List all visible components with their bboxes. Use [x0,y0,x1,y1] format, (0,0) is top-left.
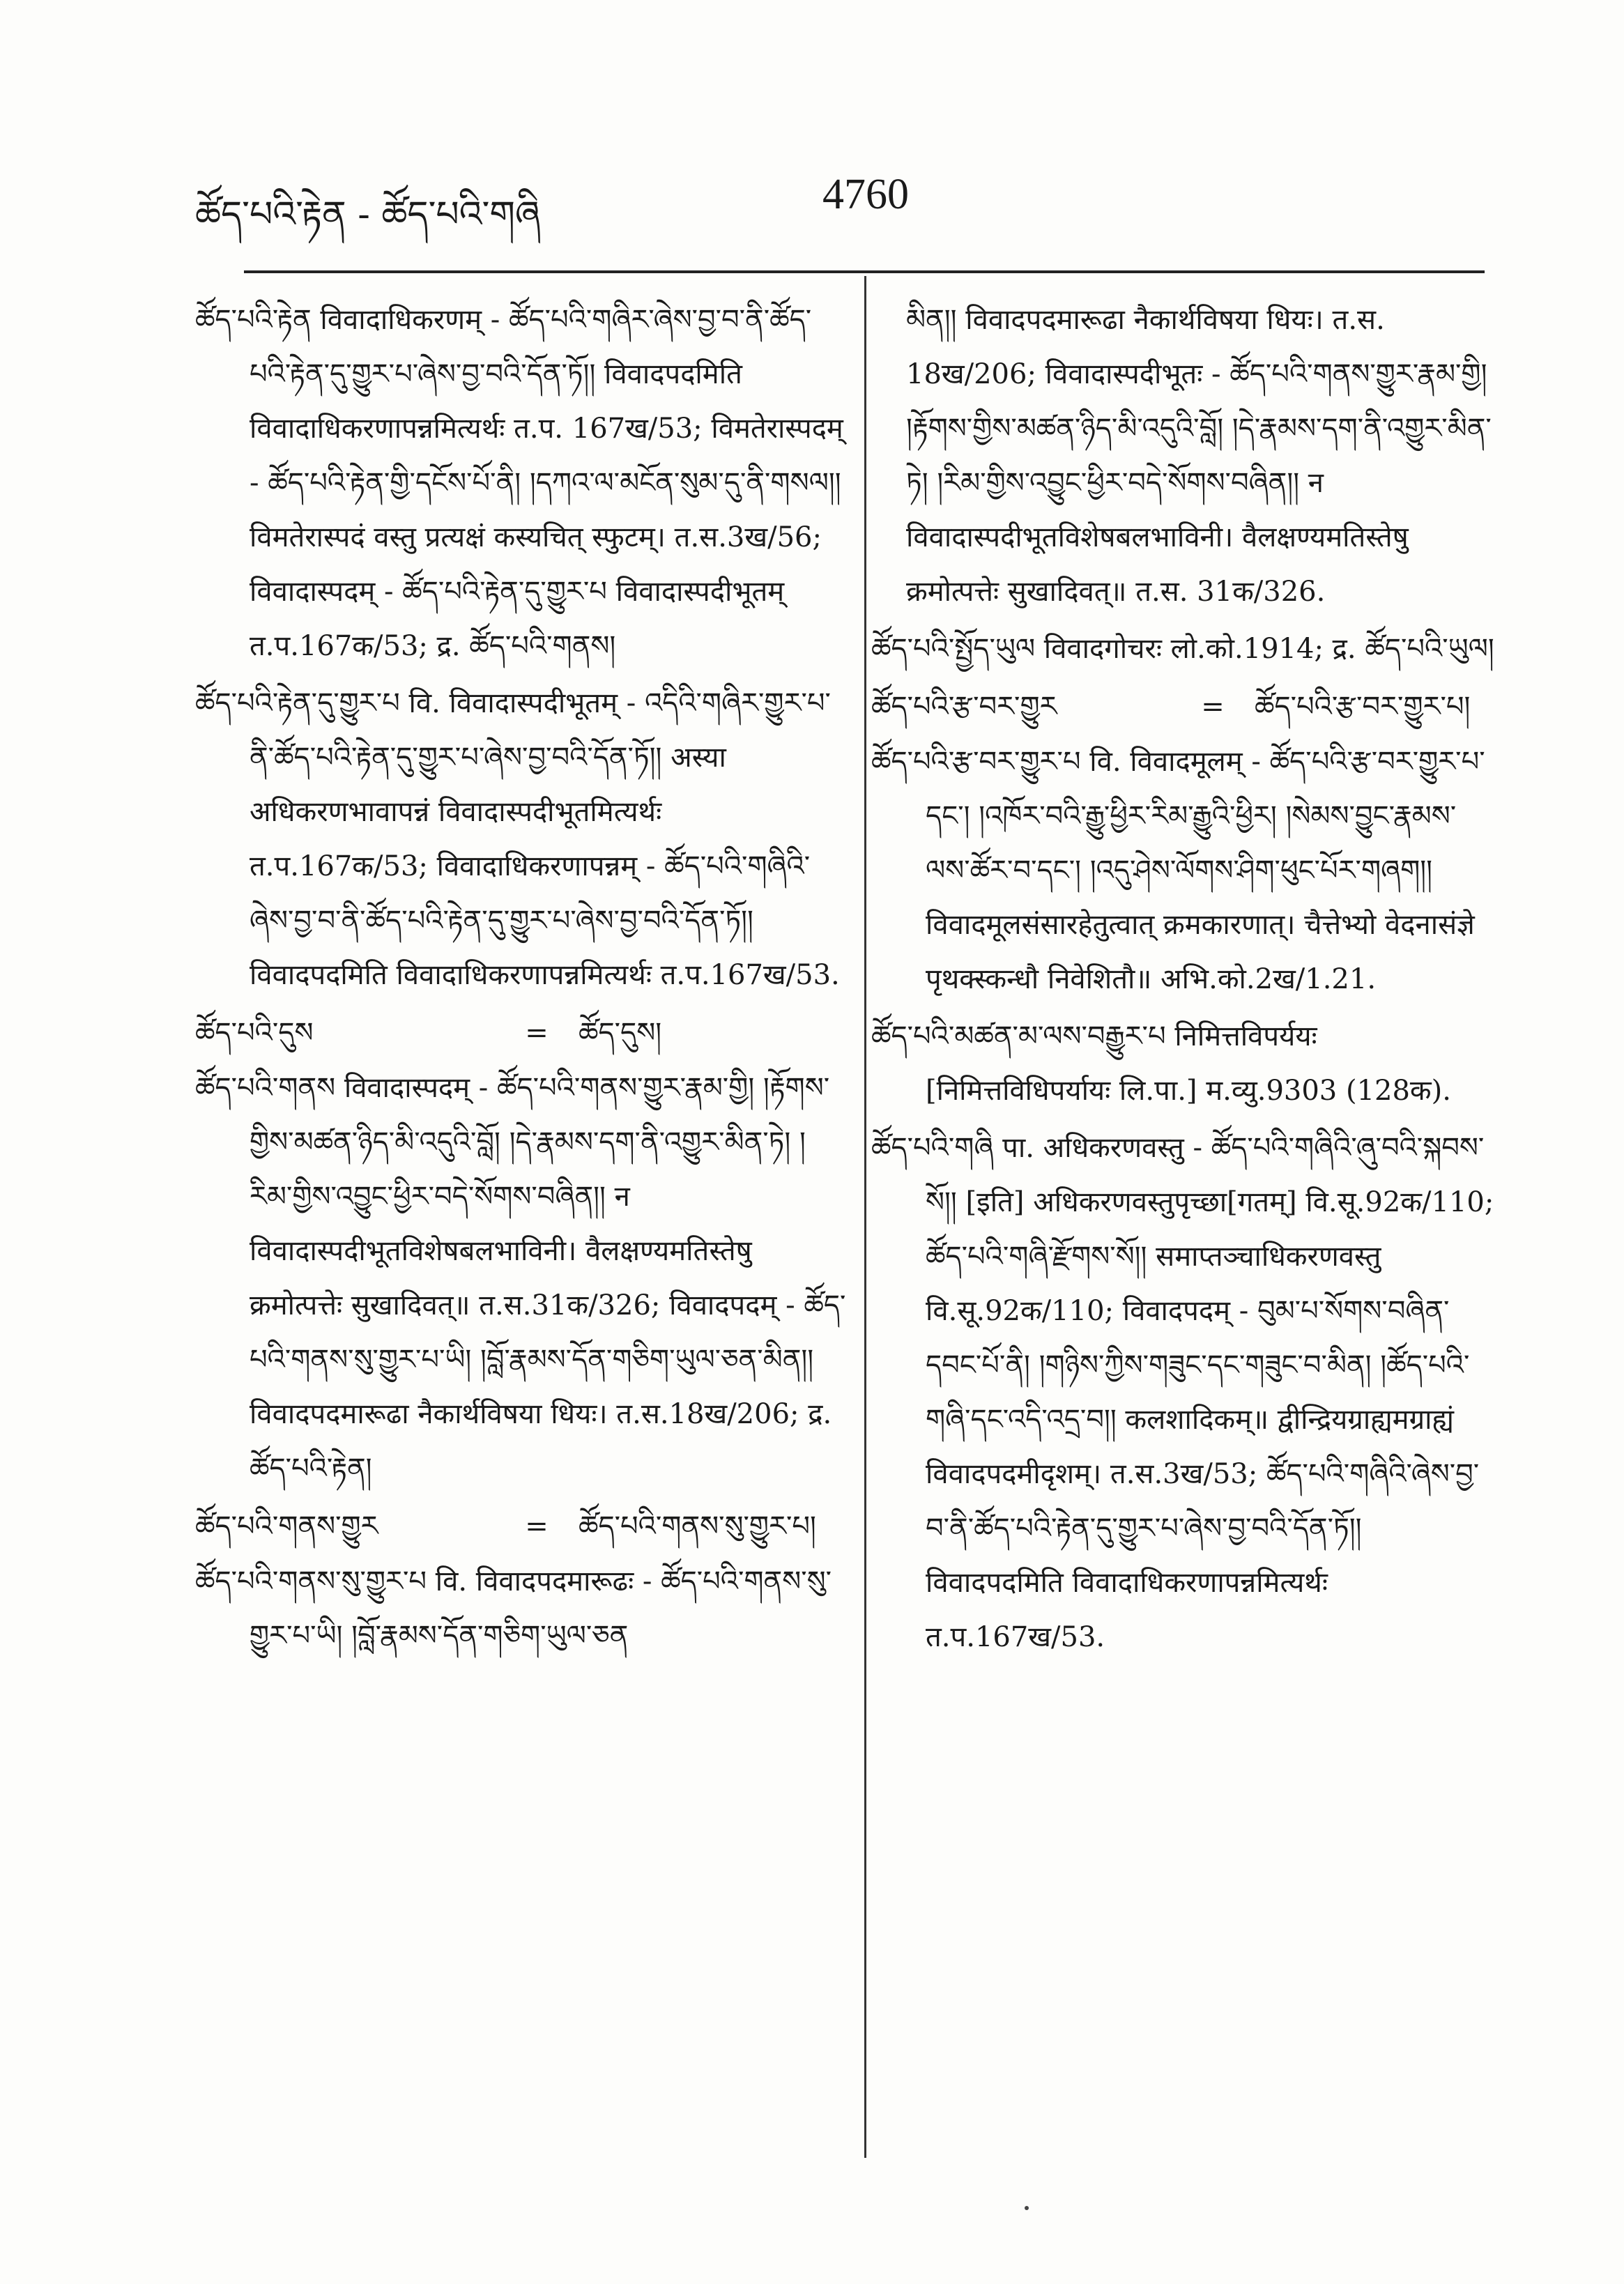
entry-continuation: མིན།། विवादपदमारूढा नैकार्थविषया धियः। त.स. 18ख/206; विवादास्पदीभूतः - ཚོད་པའི་གནས་གྱུར་རྣམ་གྱི། །རྟོགས་གྱིས་མཚན་ཉིད་མི་འདུའི་བློ། །དེ་རྣམས་དག་ནི་འགྱུར་མིན་ཏེ། །རིམ་གྱིས་འབྱུང་ཕྱིར་བདེ་སོགས་བཞིན།། न विवादास्पदीभूतविशेषबलभाविनी। वैलक्षण्यमतिस्तेषु क्रमोत्पत्तेः सुखादिवत्॥ त.स. 31क/326. [906,304,1492,608]
cross-reference-term: ཚོད་པའི་གནས་གྱུར [195,1510,378,1542]
dictionary-entry: ཚོད་པའི་སྤྱོད་ཡུལ विवादगोचरः लो.को.1914; द्र. ཚོད་པའི་ཡུལ། [871,633,1494,665]
cross-reference-target: ཚོད་དུས། [579,1017,662,1049]
equals-sign: = [525,1510,549,1542]
page-number: 4760 [822,171,909,218]
dictionary-entry: ཚོད་པའི་གནས་སུ་གྱུར་པ वि. विवादपदमारूढः - ཚོད་པའི་གནས་སུ་གྱུར་པ་ཡི། །བློ་རྣམས་དོན་གཅིག་ཡུལ་ཅན [195,1565,832,1652]
header-guide-words: ཚོད་པའི་རྟེན - ཚོད་པའི་གཞི [195,194,541,236]
header-rule [244,270,1485,273]
cross-reference-entry [871,679,1495,735]
stray-mark [1025,2206,1029,2210]
equals-sign: = [525,1017,549,1049]
dictionary-entry: ཚོད་པའི་མཚན་མ་ལས་བརྒྱུར་པ निमित्तविपर्ययः [निमित्तविधिपर्यायः लि.पा.] म.व्यु.9303 (128क). [871,1020,1451,1107]
dictionary-entry: ཚོད་པའི་གནས विवादास्पदम् - ཚོད་པའི་གནས་གྱུར་རྣམ་གྱི། །རྟོགས་གྱིས་མཚན་ཉིད་མི་འདུའི་བློ། །དེ་རྣམས་དག་ནི་འགྱུར་མིན་ཏེ། །རིམ་གྱིས་འབྱུང་ཕྱིར་བདེ་སོགས་བཞིན།། न विवादास्पदीभूतविशेषबलभाविनी। वैलक्षण्यमतिस्तेषु क्रमोत्पत्तेः सुखादिवत्॥ त.स.31क/326; विवादपदम् - ཚོད་པའི་གནས་སུ་གྱུར་པ་ཡི། །བློ་རྣམས་དོན་གཅིག་ཡུལ་ཅན་མིན།། विवादपदमारूढा नैकार्थविषया धियः। त.स.18ख/206; द्र. ཚོད་པའི་རྟེན། [195,1072,846,1485]
cross-reference-entry [195,1005,847,1061]
cross-reference-term: ཚོད་པའི་དུས [195,1017,314,1049]
cross-reference-term: ཚོད་པའི་རྩ་བར་གྱུར [871,691,1057,723]
running-header [195,171,1485,236]
cross-reference-target: ཚོད་པའི་གནས་སུ་གྱུར་པ། [579,1510,816,1542]
right-column [871,293,1495,1910]
dictionary-entry: ཚོད་པའི་རྩ་བར་གྱུར་པ वि. विवादमूलम् - ཚོད་པའི་རྩ་བར་གྱུར་པ་དང་། །འཁོར་བའི་རྒྱུ་ཕྱིར་རིམ་རྒྱུའི་ཕྱིར། །སེམས་བྱུང་རྣམས་ལས་ཚོར་བ་དང་། །འདུ་ཤེས་ལོགས་ཤིག་ཕུང་པོར་གཞག།། विवादमूलसंसारहेतुत्वात् क्रमकारणात्। चैत्तेभ्यो वेदनासंज्ञे पृथक्स्कन्धौ निवेशितौ॥ अभि.को.2ख/1.21. [871,746,1485,995]
cross-reference-entry [195,1499,847,1554]
column-divider [864,276,866,2158]
dictionary-entry: ཚོད་པའི་གཞི पा. अधिकरणवस्तु - ཚོད་པའི་གཞིའི་ཞུ་བའི་སྐབས་སོ།། [इति] अधिकरणवस्तुपृच्छा[गतम्] वि.सू.92क/110; ཚོད་པའི་གཞི་རྫོགས་སོ།། समाप्तञ्चाधिकरणवस्तु वि.सू.92क/110; विवादपदम् - བུམ་པ་སོགས་བཞིན་དབང་པོ་ནི། །གཉིས་ཀྱིས་གཟུང་དང་གཟུང་བ་མིན། །ཚོད་པའི་གཞི་དང་འདི་འདྲ་བ།། कलशादिकम्॥ द्वीन्द्रियग्राह्यमग्राह्यं विवादपदमीदृशम्। त.स.3ख/53; ཚོད་པའི་གཞིའི་ཞེས་བྱ་བ་ནི་ཚོད་པའི་རྟེན་དུ་གྱུར་པ་ཞེས་བྱ་བའི་དོན་ཏོ།། विवादपदमिति विवादाधिकरणापन्नमित्यर्थः त.प.167ख/53. [871,1132,1494,1653]
cross-reference-target: ཚོད་པའི་རྩ་བར་གྱུར་པ། [1255,691,1471,723]
dictionary-entry: ཚོད་པའི་རྟེན་དུ་གྱུར་པ वि. विवादास्पदीभूतम् - འདིའི་གཞིར་གྱུར་པ་ནི་ཚོད་པའི་རྟེན་དུ་གྱུར་པ་ཞེས་བྱ་བའི་དོན་ཏོ།། अस्या अधिकरणभावापन्नं विवादास्पदीभूतमित्यर्थः त.प.167क/53; विवादाधिकरणापन्नम् - ཚོད་པའི་གཞིའི་ཞེས་བྱ་བ་ནི་ཚོད་པའི་རྟེན་དུ་གྱུར་པ་ཞེས་བྱ་བའི་དོན་ཏོ།། विवादपदमिति विवादाधिकरणापन्नमित्यर्थः त.प.167ख/53. [195,687,840,991]
left-column [195,293,847,2147]
dictionary-entry: ཚོད་པའི་རྟེན विवादाधिकरणम् - ཚོད་པའི་གཞིར་ཞེས་བྱ་བ་ནི་ཚོད་པའི་རྟེན་དུ་གྱུར་པ་ཞེས་བྱ་བའི་དོན་ཏོ།། विवादपदमिति विवादाधिकरणापन्नमित्यर्थः त.प. 167ख/53; विमतेरास्पदम् - ཚོད་པའི་རྟེན་གྱི་དངོས་པོ་ནི། །དཀའ་ལ་མངོན་སུམ་དུ་ནི་གསལ།། विमतेरास्पदं वस्तु प्रत्यक्षं कस्यचित् स्फुटम्। त.स.3ख/56; विवादास्पदम् - ཚོད་པའི་རྟེན་དུ་གྱུར་པ विवादास्पदीभूतम् त.प.167क/53; द्र. ཚོད་པའི་གནས། [195,304,843,662]
equals-sign: = [1201,691,1225,723]
